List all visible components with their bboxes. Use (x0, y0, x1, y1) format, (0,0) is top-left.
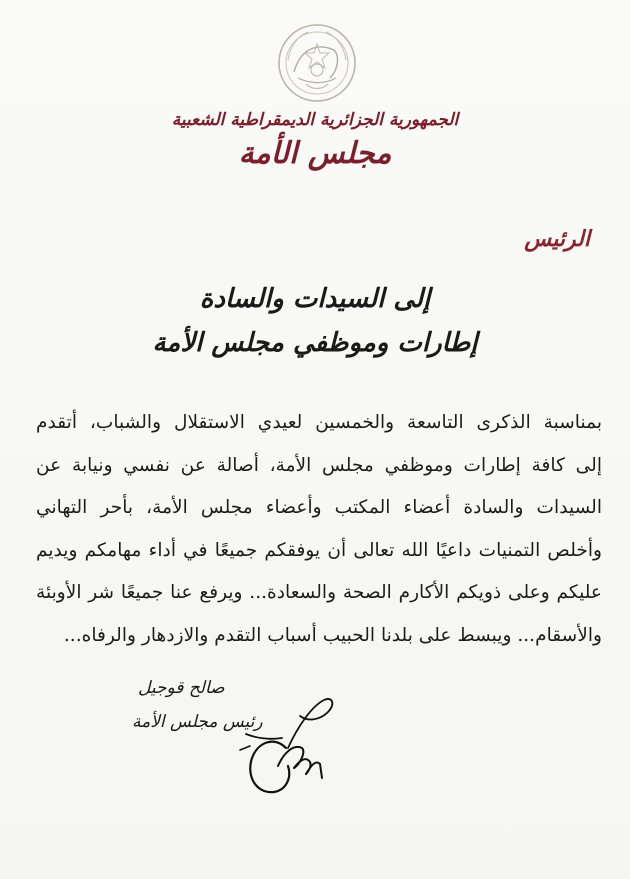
body-line: إلى كافة إطارات وموظفي مجلس الأمة، أصالة عن نفسي ونيابة عن (36, 454, 602, 476)
body-line: بمناسبة الذكرى التاسعة والخمسين لعيدي الاستقلال والشباب، أتقدم (36, 412, 602, 433)
handwritten-signature-icon (228, 686, 338, 804)
institution-heading: مجلس الأمة (238, 136, 392, 171)
letter-body (36, 402, 602, 657)
sender-label: الرئيس (524, 226, 590, 252)
addressee-line-2: إطارات وموظفي مجلس الأمة (152, 328, 478, 358)
body-line: السيدات والسادة أعضاء المكتب وأعضاء مجلس الأمة، بأحر التهاني (36, 497, 602, 518)
state-seal-icon (276, 20, 358, 106)
body-line: عليكم وعلى ذويكم الأكارم الصحة والسعادة... ويرفع عنا جميعًا شر الأوبئة (36, 582, 602, 603)
body-line: وأخلص التمنيات داعيًا الله تعالى أن يوفقكم جميعًا في أداء مهامكم ويديم (36, 539, 602, 561)
signer-title: رئيس مجلس الأمة (132, 712, 263, 732)
signer-name: صالح قوجيل (138, 678, 225, 698)
body-line: والأسقام... ويبسط على بلدنا الحبيب أسباب التقدم والازدهار والرفاه... (63, 624, 602, 646)
republic-heading: الجمهورية الجزائرية الديمقراطية الشعبية (171, 110, 459, 130)
addressee-line-1: إلى السيدات والسادة (199, 284, 431, 314)
